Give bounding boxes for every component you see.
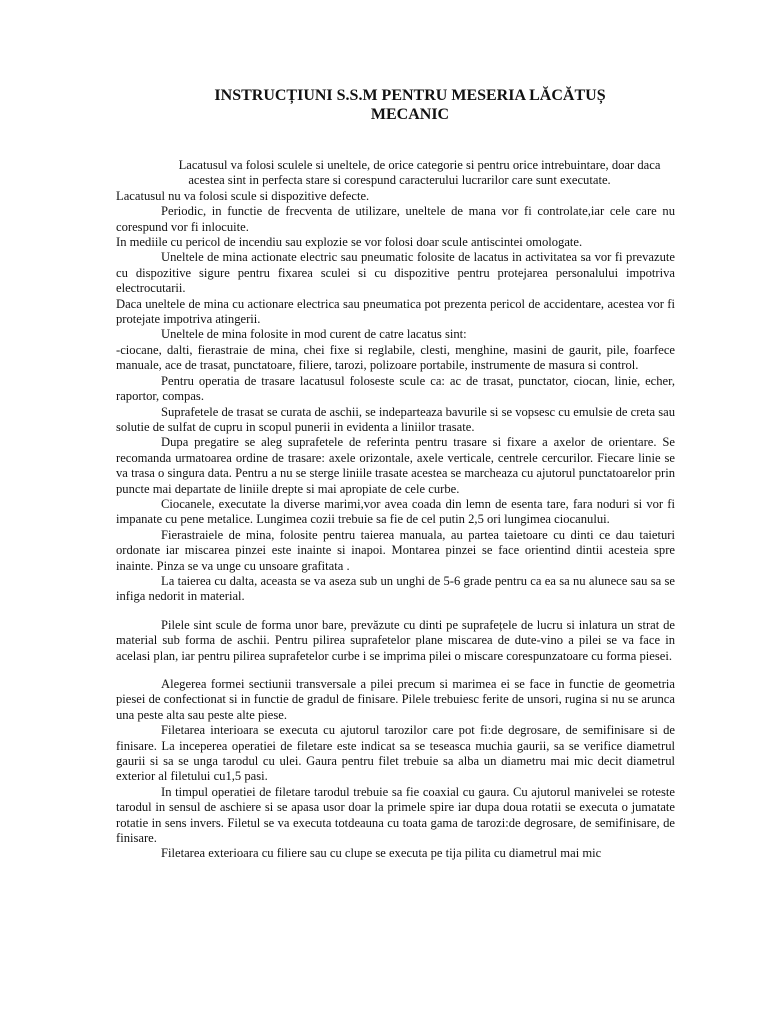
paragraph: Periodic, in functie de frecventa de utilizare, uneltele de mana vor fi controlate,iar cele care nu corespund vor fi inlocuite.	[116, 204, 675, 234]
paragraph: Uneltele de mina actionate electric sau pneumatic folosite de lacatus in activitatea sa vor fi prevazute cu dispozitive sigure pentru fixarea sculei si cu dispozitive pentru protejarea personalului impotriva electrocutarii.	[116, 250, 675, 296]
paragraph: Ciocanele, executate la diverse marimi,vor avea coada din lemn de esenta tare, fara noduri si vor fi impanate cu pene metalice. Lungimea cozii trebuie sa fie de cel putin 2,5 ori lungimea ciocanului.	[116, 496, 675, 527]
paragraph: In timpul operatiei de filetare tarodul trebuie sa fie coaxial cu gaura. Cu ajutorul manivelei se roteste tarodul in sensul de aschiere si se apasa usor doar la primele spire iar dupa doua rotatii se executa o jumatate rotatie in sens invers. Filetul se va executa totdeauna cu toata gama de tarozi:de degrosare, de semifinisare, de finisare.	[116, 784, 675, 846]
paragraph: Pentru operatia de trasare lacatusul foloseste scule ca: ac de trasat, punctator, ciocan, linie, echer, raportor, compas.	[116, 373, 675, 404]
title-line-1: INSTRUCȚIUNI S.S.M PENTRU MESERIA LĂCĂTUȘ	[214, 87, 606, 104]
document-body	[116, 158, 675, 862]
paragraph: Fierastraiele de mina, folosite pentru taierea manuala, au partea taietoare cu dinti ce dau taieturi ordonate iar miscarea pinzei este inainte si inapoi. Montarea pinzei se face orientind dintii acesteia spre inainte. Pinza se va unge cu unsoare grafitata .	[116, 527, 675, 573]
paragraph: Lacatusul va folosi sculele si uneltele, de orice categorie si pentru orice intrebuintare, doar daca acestea sint in perfecta stare si corespund caracterului lucrarilor care sunt executate.	[178, 158, 661, 188]
paragraph: Daca uneltele de mina cu actionare electrica sau pneumatica pot prezenta pericol de accidentare, acestea vor fi protejate impotriva atingerii.	[116, 296, 675, 327]
paragraph: Pilele sint scule de forma unor bare, prevăzute cu dinti pe suprafețele de lucru si inlatura un strat de material sub forma de aschii. Pentru pilirea suprafetelor plane miscarea de dute-vino a pilei se va face in acelasi plan, iar pentru pilirea suprafetelor curbe i se imprima pilei o miscare corespunzatoare cu forma piesei.	[116, 617, 675, 663]
paragraph: Dupa pregatire se aleg suprafetele de referinta pentru trasare si fixare a axelor de orientare. Se recomanda urmatoarea ordine de trasare: axele orizontale, axele verticale, centrele cercurilor. Fiecare linie se va trasa o singura data. Pentru a nu se sterge liniile trasate acestea se marcheaza cu ajutorul punctatoarelor prin puncte mai departate de liniile drepte si mai apropiate de cele curbe.	[116, 435, 675, 496]
paragraph: La taierea cu dalta, aceasta se va aseza sub un unghi de 5-6 grade pentru ca ea sa nu alunece sau sa se infiga nedorit in material.	[116, 573, 675, 604]
title-line-2: MECANIC	[370, 106, 450, 123]
paragraph: Filetarea interioara se executa cu ajutorul tarozilor care pot fi:de degrosare, de semifinisare si de finisare. La inceperea operatiei de filetare este indicat sa se teseasca muchia gaurii, sa se verifice diametrul gaurii si sa se unga tarodul cu ulei. Gaura pentru filet trebuie sa alba un diametru mai mic decit diametrul exterior al filetului cu1,5 pasi.	[116, 723, 675, 784]
paragraph-gap	[116, 605, 675, 618]
paragraph: Alegerea formei sectiunii transversale a pilei precum si marimea ei se face in functie de geometria piesei de confectionat si in functie de gradul de finisare. Pilele trebuiesc ferite de unsori, rugina si nu se arunca una peste alta sau peste alte piese.	[116, 677, 675, 722]
paragraph: In mediile cu pericol de incendiu sau explozie se vor folosi doar scule antiscintei omologate.	[116, 235, 583, 250]
paragraph: Filetarea exterioara cu filiere sau cu clupe se executa pe tija pilita cu diametrul mai mic	[161, 846, 602, 861]
paragraph: Suprafetele de trasat se curata de aschii, se indeparteaza bavurile si se vopsesc cu emulsie de creta sau solutie de sulfat de cupru in scopul punerii in evidenta a liniilor trasate.	[116, 404, 676, 434]
paragraph: Uneltele de mina folosite in mod curent de catre lacatus sint:	[161, 327, 467, 342]
paragraph: -ciocane, dalti, fierastraie de mina, chei fixe si reglabile, clesti, menghine, masini de gaurit, pile, foarfece manuale, ace de trasat, punctatoare, filiere, tarozi, polizoare portabile, instrumente de masura si control.	[116, 342, 675, 373]
paragraph: Lacatusul nu va folosi scule si dispozitive defecte.	[116, 188, 370, 203]
paragraph-gap	[116, 664, 675, 677]
document-title	[150, 86, 670, 124]
